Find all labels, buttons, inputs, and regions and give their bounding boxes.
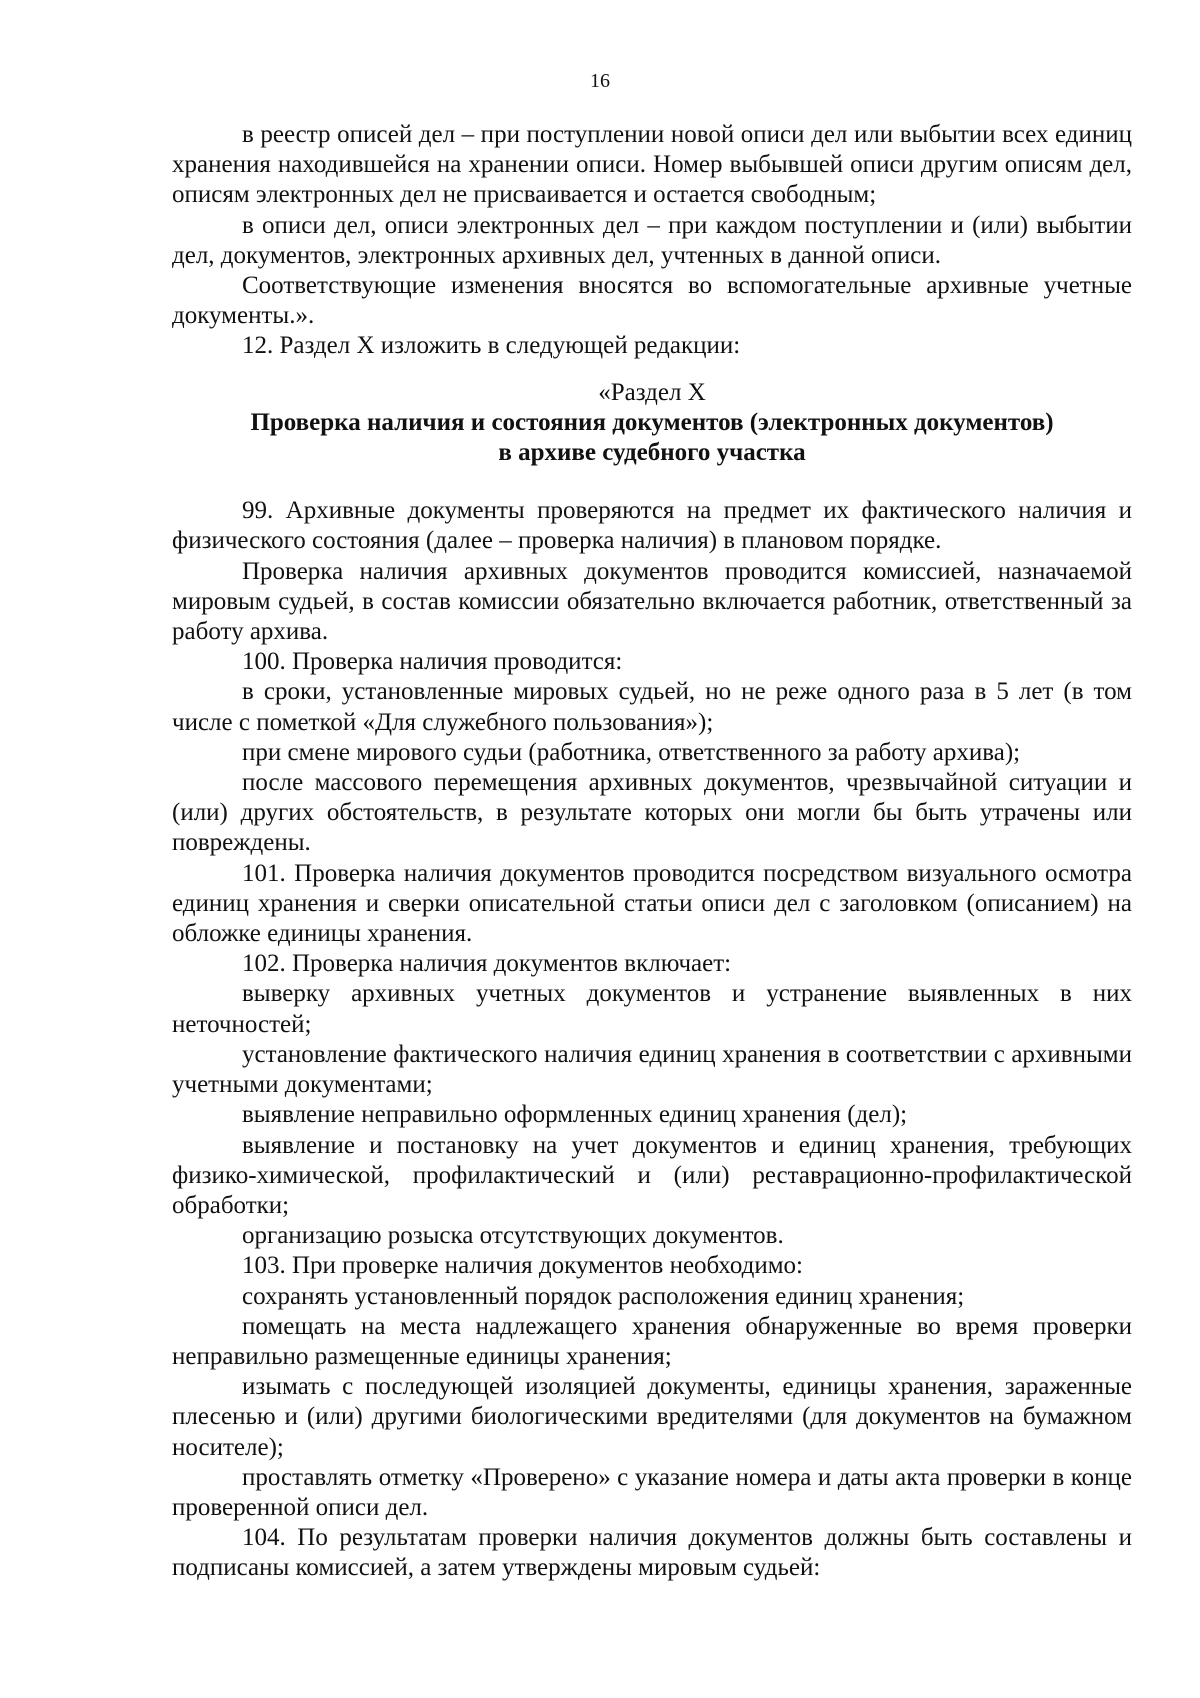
paragraph: 103. При проверке наличия документов необходимо: [242, 1252, 803, 1280]
paragraph: после массового перемещения архивных документов, чрезвычайной ситуации и (или) других обстоятельств, в результате которых они могли бы быть утрачены или повреждены. [172, 769, 1132, 857]
paragraph: 100. Проверка наличия проводится: [242, 648, 623, 676]
paragraph: Проверка наличия архивных документов проводится комиссией, назначаемой мировым судьей, в состав комиссии обязательно включается работник, ответственный за работу архива. [172, 557, 1132, 646]
paragraph: 99. Архивные документы проверяются на предмет их фактического наличия и физического состояния (далее – проверка наличия) в плановом порядке. [172, 497, 1132, 555]
paragraph: выверку архивных учетных документов и устранение выявленных в них неточностей; [172, 980, 1132, 1038]
paragraph: в реестр описей дел – при поступлении новой описи дел или выбытии всех единиц хранения находившейся на хранении описи. Номер выбывшей описи другим описям дел, описям электронных дел не присваивается и остается свободным; [172, 121, 1132, 209]
section-title-line: Проверка наличия и состояния документов (электронных документов) [250, 408, 1054, 436]
paragraph: 12. Раздел X изложить в следующей редакции: [242, 332, 741, 360]
paragraph: Соответствующие изменения вносятся во вспомогательные архивные учетные документы.». [172, 272, 1132, 330]
paragraph: в описи дел, описи электронных дел – при каждом поступлении и (или) выбытии дел, документов, электронных архивных дел, учтенных в данной описи. [172, 211, 1132, 269]
paragraph: 102. Проверка наличия документов включает: [242, 950, 732, 978]
section-title [172, 408, 1132, 468]
document-body [172, 120, 1132, 1584]
paragraph: организацию розыска отсутствующих документов. [242, 1222, 784, 1250]
paragraph: помещать на места надлежащего хранения обнаруженные во время проверки неправильно размещенные единицы хранения; [172, 1312, 1132, 1370]
page-number: 16 [590, 70, 610, 92]
section-label: «Раздел X [598, 378, 706, 406]
paragraph: 104. По результатам проверки наличия документов должны быть составлены и подписаны комиссией, а затем утверждены мировым судьей: [172, 1524, 1132, 1582]
paragraph: выявление и постановку на учет документов и единиц хранения, требующих физико-химической, профилактический и (или) реставрационно-профилактической обработки; [172, 1131, 1132, 1219]
paragraph: установление фактического наличия единиц хранения в соответствии с архивными учетными документами; [172, 1040, 1132, 1099]
paragraph: изымать с последующей изоляцией документы, единицы хранения, зараженные плесенью и (или) другими биологическими вредителями (для документов на бумажном носителе); [172, 1373, 1132, 1461]
paragraph: при смене мирового судьи (работника, ответственного за работу архива); [242, 738, 1021, 766]
paragraph: 101. Проверка наличия документов проводится посредством визуального осмотра единиц хранения и сверки описательной статьи описи дел с заголовком (описанием) на обложке единицы хранения. [172, 859, 1132, 948]
paragraph: сохранять установленный порядок расположения единиц хранения; [242, 1282, 965, 1310]
section-title-line: в архиве судебного участка [498, 439, 806, 467]
paragraph: выявление неправильно оформленных единиц хранения (дел); [242, 1101, 908, 1129]
paragraph: в сроки, установленные мировых судьей, но не реже одного раза в 5 лет (в том числе с пометкой «Для служебного пользования»); [172, 678, 1132, 736]
paragraph: проставлять отметку «Проверено» с указание номера и даты акта проверки в конце проверенной описи дел. [172, 1463, 1132, 1521]
